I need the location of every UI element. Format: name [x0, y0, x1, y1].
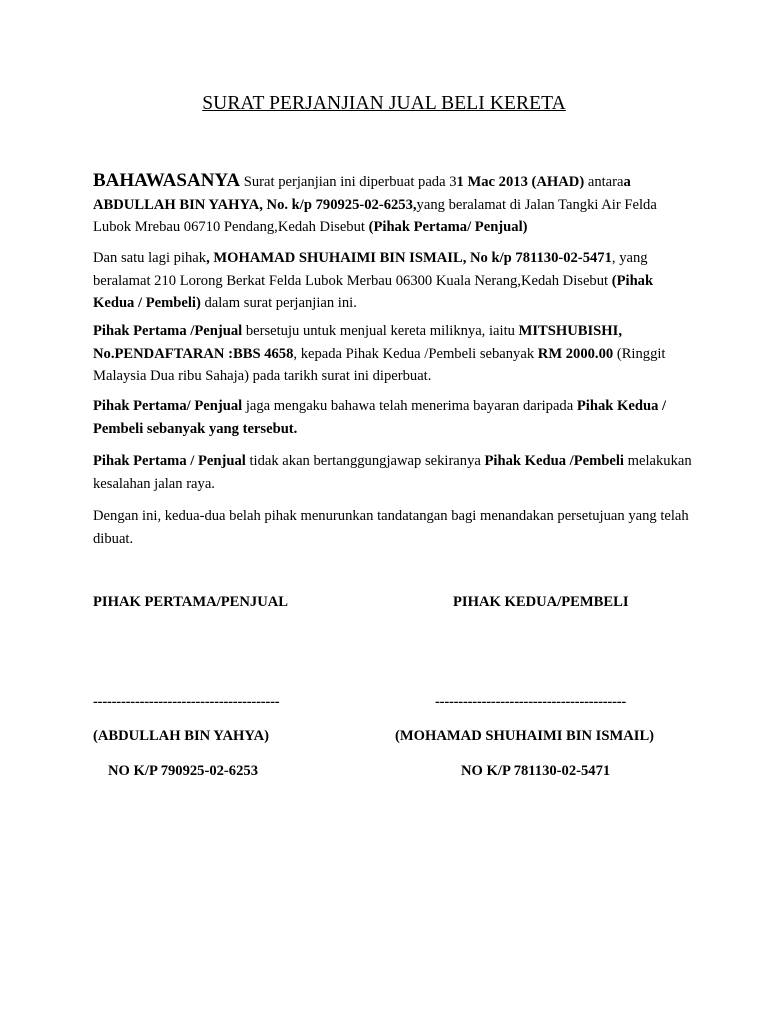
vehicle-details: MITSHUBISHI, No.PENDAFTARAN :BBS 4658	[93, 323, 622, 362]
buyer-signature-name: (MOHAMAD SHUHAIMI BIN ISMAIL)	[395, 728, 655, 744]
paragraph-liability: Pihak Pertama / Penjual tidak akan bertanggungjawap sekiranya Pihak Kedua /Pembeli melakukan kesalahan jalan raya.	[93, 453, 692, 492]
buyer-signature-line: -----------------------------------------	[435, 694, 627, 710]
sale-amount: RM 2000.00	[537, 345, 614, 362]
paragraph-parties-seller: BAHAWASANYA Surat perjanjian ini diperbuat pada 31 Mac 2013 (AHAD) antaraa ABDULLAH BIN YAHYA, No. k/p 790925-02-6253,yang beralamat di Jalan Tangki Air Felda Lubok Mrebau 06710 Pendang,Kedah Disebut (Pihak Pertama/ Penjual)	[93, 170, 657, 235]
seller-signature-name: (ABDULLAH BIN YAHYA)	[93, 728, 269, 744]
paragraph-consent: Dengan ini, kedua-dua belah pihak menurunkan tandatangan bagi menandakan persetujuan yang telah dibuat.	[93, 508, 689, 547]
seller-ic-number: NO K/P 790925-02-6253	[108, 763, 258, 779]
paragraph-payment-receipt: Pihak Pertama/ Penjual jaga mengaku bahawa telah menerima bayaran daripada Pihak Kedua / Pembeli sebanyak yang tersebut.	[93, 398, 667, 437]
document-title: SURAT PERJANJIAN JUAL BELI KERETA	[202, 93, 566, 114]
buyer-role: (Pihak Kedua / Pembeli)	[93, 272, 654, 311]
buyer-identity: , MOHAMAD SHUHAIMI BIN ISMAIL, No k/p 781130-02-5471	[206, 250, 612, 266]
paragraph-sale-terms: Pihak Pertama /Penjual bersetuju untuk menjual kereta miliknya, iaitu MITSHUBISHI, No.PENDAFTARAN :BBS 4658, kepada Pihak Kedua /Pembeli sebanyak RM 2000.00 (Ringgit Malaysia Dua ribu Sahaja) pada tarikh surat ini diperbuat.	[93, 323, 666, 384]
seller-signature-heading: PIHAK PERTAMA/PENJUAL	[93, 594, 289, 610]
buyer-signature-heading: PIHAK KEDUA/PEMBELI	[453, 594, 629, 610]
lead-word: BAHAWASANYA	[93, 170, 241, 191]
buyer-ic-number: NO K/P 781130-02-5471	[461, 763, 611, 779]
agreement-date: 1 Mac 2013 (AHAD)	[456, 174, 585, 190]
seller-role: (Pihak Pertama/ Penjual)	[368, 219, 528, 235]
seller-identity: ABDULLAH BIN YAHYA, No. k/p 790925-02-6253,	[93, 196, 417, 213]
paragraph-parties-buyer: Dan satu lagi pihak, MOHAMAD SHUHAIMI BIN ISMAIL, No k/p 781130-02-5471, yang beralamat 210 Lorong Berkat Felda Lubok Merbau 06300 Kuala Nerang,Kedah Disebut (Pihak Kedua / Pembeli) dalam surat perjanjian ini.	[93, 250, 654, 311]
seller-signature-line: ----------------------------------------	[93, 694, 280, 710]
